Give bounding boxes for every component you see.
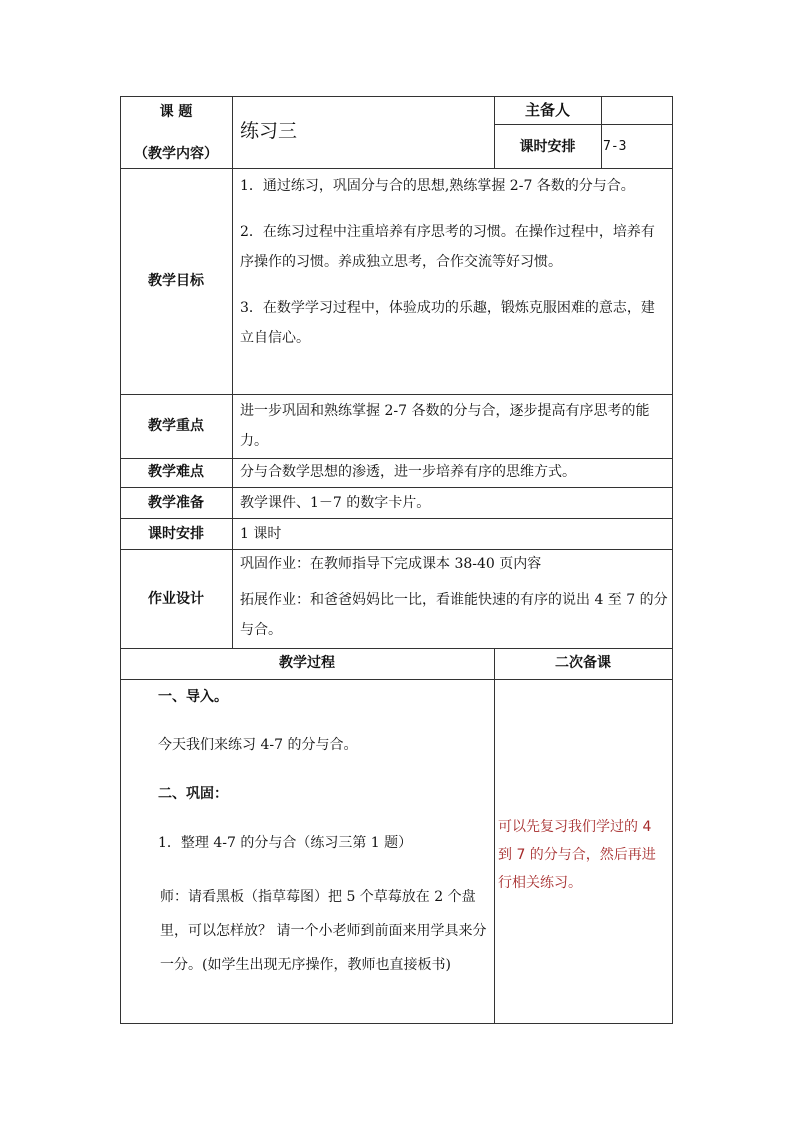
homework-label: 作业设计 [148, 591, 204, 607]
homework-content [240, 549, 668, 645]
topic-label-line2: （教学内容） [134, 146, 218, 162]
preparer-label: 主备人 [524, 101, 570, 119]
second-prep-header: 二次备课 [555, 655, 611, 671]
topic-value: 练习三 [240, 120, 298, 142]
item-1-text: 师：请看黑板（指草莓图）把 5 个草莓放在 2 个盘里，可以怎样放？ 请一个小老师到前面来用学具来分一分。(如学生出现无序操作，教师也直接板书) [160, 889, 487, 973]
process-content [120, 682, 494, 858]
section-intro-text: 今天我们来练习 4-7 的分与合。 [158, 737, 358, 753]
objectives-label: 教学目标 [148, 273, 204, 289]
homework-item-2: 拓展作业：和爸爸妈妈比一比，看谁能快速的有序的说出 4 至 7 的分与合。 [240, 592, 668, 638]
objective-1: 1．通过练习，巩固分与合的思想,熟练掌握 2-7 各数的分与合。 [240, 178, 635, 194]
keypoint-content: 进一步巩固和熟练掌握 2-7 各数的分与合，逐步提高有序思考的能力。 [240, 403, 650, 449]
keypoint-label: 教学重点 [148, 418, 204, 434]
section-consolidate-title: 二、巩固： [158, 786, 228, 802]
process-header: 教学过程 [279, 655, 335, 671]
topic-label [120, 97, 232, 169]
difficulty-label: 教学难点 [148, 464, 204, 480]
topic-label-line1: 课 题 [159, 104, 193, 120]
grid-line [120, 1023, 672, 1024]
section-intro-title: 一、导入。 [158, 689, 228, 705]
prep-label: 教学准备 [148, 495, 204, 511]
objective-3: 3．在数学学习过程中，体验成功的乐趣，锻炼克服困难的意志，建立自信心。 [240, 300, 655, 346]
difficulty-content: 分与合数学思想的渗透，进一步培养有序的思维方式。 [240, 464, 576, 480]
grid-line [672, 96, 673, 1024]
schedule-label: 课时安排 [519, 139, 576, 155]
grid-line [494, 124, 672, 125]
second-prep-note: 可以先复习我们学过的 4 到 7 的分与合，然后再进行相关练习。 [498, 819, 656, 891]
grid-line [232, 96, 233, 648]
grid-line [120, 96, 121, 1023]
grid-line [494, 648, 495, 1023]
objective-2: 2．在练习过程中注重培养有序思考的习惯。在操作过程中，培养有序操作的习惯。养成独立思考，合作交流等好习惯。 [240, 224, 655, 270]
schedule-value: 7-3 [603, 139, 627, 154]
grid-line [120, 394, 672, 395]
objectives-content [240, 171, 668, 353]
prep-content: 教学课件、1－7 的数字卡片。 [240, 495, 431, 511]
hours-content: 1 课时 [240, 526, 282, 542]
grid-line [120, 679, 672, 680]
item-1-title: 1．整理 4-7 的分与合（练习三第 1 题） [158, 835, 413, 851]
hours-label: 课时安排 [148, 526, 204, 542]
grid-line [601, 96, 602, 168]
homework-item-1: 巩固作业：在教师指导下完成课本 38-40 页内容 [240, 556, 542, 572]
